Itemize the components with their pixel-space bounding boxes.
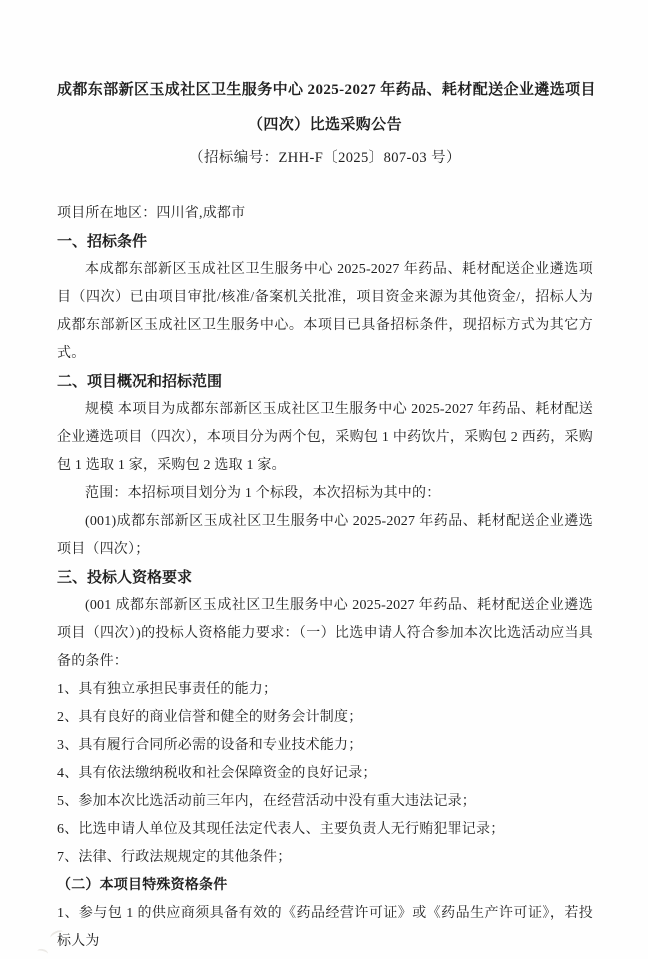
title-line-1: 成都东部新区玉成社区卫生服务中心 2025-2027 年药品、耗材配送企业遴选项目	[57, 82, 596, 98]
section2-scale-paragraph: 规模 本项目为成都东部新区玉成社区卫生服务中心 2025-2027 年药品、耗材配送企业遴选项目（四次），本项目分为两个包，采购包 1 中药饮片，采购包 2 西药，采购包 1 选取 1 家，采购包 2 选取 1 家。	[57, 402, 593, 473]
section1-heading: 一、招标条件	[57, 234, 148, 250]
condition-item-7: 7、法律、行政法规规定的其他条件；	[57, 850, 292, 865]
condition-item-4: 4、具有依法缴纳税收和社会保障资金的良好记录；	[57, 766, 377, 781]
condition-item-1: 1、具有独立承担民事责任的能力；	[57, 682, 278, 697]
condition-item-2: 2、具有良好的商业信誉和健全的财务会计制度；	[57, 710, 363, 725]
title-line-2: （四次）比选采购公告	[247, 117, 402, 133]
condition-item-6: 6、比选申请人单位及其现任法定代表人、主要负责人无行贿犯罪记录；	[57, 822, 505, 837]
section2-lot-paragraph: (001)成都东部新区玉成社区卫生服务中心 2025-2027 年药品、耗材配送企业遴选项目（四次）；	[57, 514, 593, 557]
section3-heading: 三、投标人资格要求	[57, 570, 193, 586]
bid-number-line: （招标编号：ZHH-F〔2025〕807-03 号）	[189, 150, 461, 166]
section3-special-heading: （二）本项目特殊资格条件	[57, 878, 228, 893]
section2-scope-paragraph: 范围：本招标项目划分为 1 个标段，本次招标为其中的：	[85, 486, 441, 501]
condition-item-5: 5、参加本次比选活动前三年内，在经营活动中没有重大违法记录；	[57, 794, 476, 809]
section3-special-item-1: 1、参与包 1 的供应商须具备有效的《药品经营许可证》或《药品生产许可证》，若投标人为	[57, 906, 593, 949]
scan-artifact	[36, 948, 48, 957]
section3-intro-paragraph: (001 成都东部新区玉成社区卫生服务中心 2025-2027 年药品、耗材配送企业遴选项目（四次）)的投标人资格能力要求：（一）比选申请人符合参加本次比选活动应当具备的条件：	[57, 598, 593, 669]
condition-item-3: 3、具有履行合同所必需的设备和专业技术能力；	[57, 738, 363, 753]
project-location-line: 项目所在地区：四川省,成都市	[57, 206, 246, 221]
section2-heading: 二、项目概况和招标范围	[57, 374, 223, 390]
document-content	[57, 73, 596, 956]
section1-paragraph: 本成都东部新区玉成社区卫生服务中心 2025-2027 年药品、耗材配送企业遴选项目（四次）已由项目审批/核准/备案机关批准，项目资金来源为其他资金/，招标人为成都东部新区玉成社区卫生服务中心。本项目已具备招标条件，现招标方式为其它方式。	[57, 262, 593, 361]
document-title	[57, 73, 596, 143]
